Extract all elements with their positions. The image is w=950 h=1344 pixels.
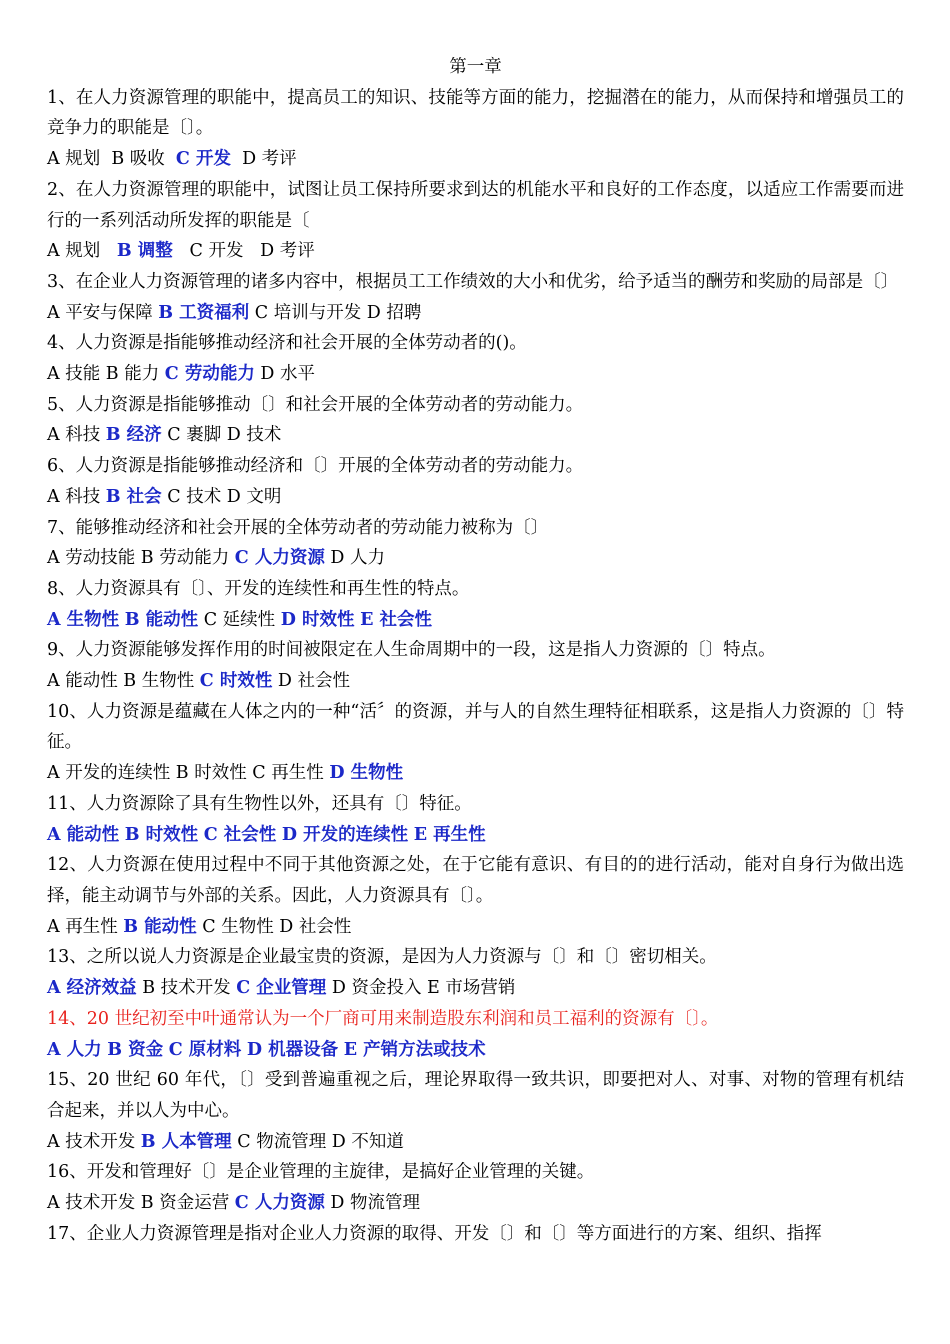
question-text: 14、20 世纪初至中叶通常认为一个厂商可用来制造股东利润和员工福利的资源有〔〕。 — [47, 1008, 719, 1029]
option-spacer — [231, 149, 242, 169]
question-text: 16、开发和管理好〔〕是企业管理的主旋律，是搞好企业管理的关键。 — [47, 1162, 595, 1183]
correct-option: B 能动性 — [123, 916, 197, 937]
correct-option: C 时效性 — [199, 671, 273, 692]
answer-options — [47, 420, 904, 451]
correct-option: A 生物性 — [47, 609, 120, 630]
option: A 技术开发 — [47, 1193, 136, 1214]
option: D 人力 — [330, 548, 385, 569]
option: B 劳动能力 — [140, 548, 230, 569]
option: B 生物性 — [123, 671, 195, 692]
correct-option: B 人本管理 — [140, 1131, 232, 1152]
option: D 招聘 — [366, 302, 422, 323]
answer-options — [47, 1127, 904, 1158]
option: D 考评 — [260, 241, 315, 262]
correct-option: B 时效性 — [124, 824, 199, 845]
answer-options — [47, 1035, 904, 1066]
option: A 科技 — [47, 486, 101, 507]
correct-option: B 社会 — [105, 486, 162, 507]
option: D 考评 — [242, 149, 297, 170]
question-text: 13、之所以说人力资源是企业最宝贵的资源，是因为人力资源与〔〕和〔〕密切相关。 — [47, 947, 717, 968]
correct-option: E 产销方法或技术 — [343, 1039, 486, 1060]
correct-option: E 再生性 — [413, 824, 486, 845]
option: B 能力 — [105, 364, 160, 385]
answer-options — [47, 666, 904, 697]
option: A 劳动技能 — [47, 548, 136, 569]
option: C 培训与开发 — [254, 302, 362, 323]
answer-options — [47, 1188, 904, 1219]
question-text: 1、在人力资源管理的职能中，提高员工的知识、技能等方面的能力，挖掘潜在的能力，从而保持和增强员工的竞争力的职能是〔〕。 — [47, 87, 904, 139]
answer-options — [47, 912, 904, 943]
option: B 技术开发 — [142, 978, 231, 999]
option: B 吸收 — [111, 149, 165, 170]
correct-option: C 劳动能力 — [164, 364, 255, 385]
question-text: 4、人力资源是指能够推动经济和社会开展的全体劳动者的()。 — [47, 333, 527, 354]
correct-option: D 机器设备 — [246, 1039, 339, 1060]
correct-option: D 开发的连续性 — [281, 824, 409, 845]
option: A 再生性 — [47, 916, 118, 937]
correct-option: C 人力资源 — [234, 548, 325, 569]
question-text: 2、在人力资源管理的职能中，试图让员工保持所要求到达的机能水平和良好的工作态度，以适应工作需要而进行的一系列活动所发挥的职能是〔 — [47, 179, 904, 231]
option: D 物流管理 — [330, 1193, 420, 1214]
question-text: 3、在企业人力资源管理的诸多内容中，根据员工工作绩效的大小和优劣，给予适当的酬劳和奖励的局部是〔〕 — [47, 271, 899, 292]
correct-option: A 能动性 — [47, 824, 120, 845]
answer-options — [47, 973, 904, 1004]
option: D 资金投入 — [331, 978, 422, 999]
option: A 技能 — [47, 364, 101, 385]
option-spacer — [165, 149, 176, 169]
correct-option: C 原材料 — [168, 1039, 242, 1060]
correct-option: A 人力 — [47, 1039, 102, 1060]
answer-options — [47, 758, 904, 789]
question-text: 7、能够推动经济和社会开展的全体劳动者的劳动能力被称为〔〕 — [47, 517, 549, 538]
answer-options — [47, 482, 904, 513]
answer-options — [47, 298, 904, 329]
option: A 开发的连续性 — [47, 763, 171, 784]
option: C 开发 — [189, 241, 244, 262]
option: C 裹脚 — [167, 425, 222, 446]
question-text: 8、人力资源具有〔〕、开发的连续性和再生性的特点。 — [47, 578, 470, 599]
option: D 技术 — [226, 425, 282, 446]
answer-options — [47, 236, 904, 267]
correct-option: C 企业管理 — [236, 978, 327, 999]
option: B 时效性 — [175, 763, 247, 784]
question-text: 5、人力资源是指能够推动〔〕和社会开展的全体劳动者的劳动能力。 — [47, 394, 584, 415]
option-spacer — [173, 241, 190, 261]
chapter-title: 第一章 — [449, 57, 502, 77]
option: C 物流管理 — [237, 1131, 327, 1152]
answer-options — [47, 543, 904, 574]
question-text: 15、20 世纪 60 年代，〔〕受到普遍重视之后，理论界取得一致共识，即要把对人、对事、对物的管理有机结合起来，并以人为中心。 — [47, 1070, 904, 1121]
option: A 技术开发 — [47, 1131, 136, 1152]
correct-option: D 时效性 — [280, 609, 355, 630]
option: D 社会性 — [277, 671, 350, 692]
question-text: 17、企业人力资源管理是指对企业人力资源的取得、开发〔〕和〔〕等方面进行的方案、组织、指挥 — [47, 1223, 822, 1244]
option: C 再生性 — [252, 763, 324, 784]
question-text: 9、人力资源能够发挥作用的时间被限定在人生命周期中的一段，这是指人力资源的〔〕特点。 — [47, 640, 776, 661]
correct-option: B 资金 — [107, 1039, 164, 1060]
correct-option: B 能动性 — [124, 609, 199, 630]
correct-option: B 经济 — [105, 425, 162, 446]
option: D 不知道 — [331, 1131, 404, 1152]
option: B 资金运营 — [140, 1193, 230, 1214]
correct-option: E 社会性 — [360, 609, 433, 630]
option: C 技术 — [167, 486, 222, 507]
question-text: 11、人力资源除了具有生物性以外，还具有〔〕特征。 — [47, 793, 472, 814]
option-spacer — [243, 241, 260, 261]
correct-option: D 生物性 — [329, 763, 404, 784]
answer-options — [47, 144, 904, 175]
question-text: 10、人力资源是蕴藏在人体之内的一种“活〞的资源，并与人的自然生理特征相联系，这是指人力资源的〔〕特征。 — [47, 701, 904, 753]
question-list — [47, 83, 904, 1250]
correct-option: C 开发 — [175, 149, 231, 170]
option: A 科技 — [47, 425, 101, 446]
option: A 能动性 — [47, 671, 118, 692]
option: A 规划 — [47, 149, 101, 170]
option: E 市场营销 — [427, 978, 516, 999]
answer-options — [47, 605, 904, 636]
correct-option: B 调整 — [116, 241, 173, 262]
option: A 规划 — [47, 241, 101, 262]
option: C 生物性 — [202, 916, 274, 937]
option: A 平安与保障 — [47, 302, 153, 323]
correct-option: B 工资福利 — [158, 302, 250, 323]
answer-options — [47, 820, 904, 851]
option-spacer — [100, 149, 111, 169]
correct-option: C 社会性 — [203, 824, 277, 845]
option: D 水平 — [260, 364, 315, 385]
option-spacer — [100, 241, 117, 261]
option: C 延续性 — [203, 609, 276, 630]
option: D 社会性 — [279, 916, 352, 937]
correct-option: A 经济效益 — [47, 978, 137, 999]
question-text: 12、人力资源在使用过程中不同于其他资源之处，在于它能有意识、有目的的进行活动，能对自身行为做出选择，能主动调节与外部的关系。因此，人力资源具有〔〕。 — [47, 855, 904, 906]
question-text: 6、人力资源是指能够推动经济和〔〕开展的全体劳动者的劳动能力。 — [47, 456, 584, 477]
correct-option: C 人力资源 — [234, 1193, 325, 1214]
answer-options — [47, 359, 904, 390]
option: D 文明 — [226, 486, 282, 507]
